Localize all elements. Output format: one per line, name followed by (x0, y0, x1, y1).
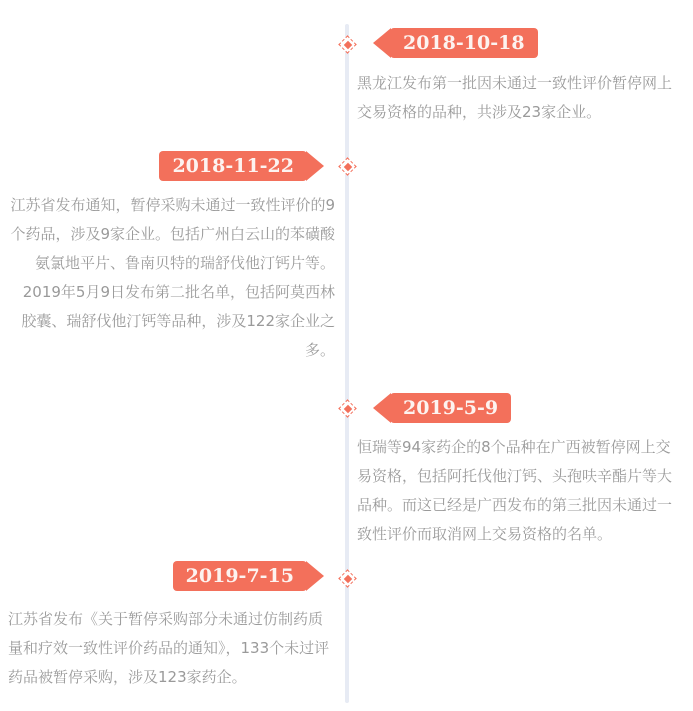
event-date-badge: 2019-7-15 (173, 561, 307, 591)
timeline-axis-line (345, 24, 349, 703)
event-marker-diamond-icon (339, 158, 355, 174)
event-description: 江苏省发布通知，暂停采购未通过一致性评价的9个药品，涉及9家企业。包括广州白云山的苯磺酸氨氯地平片、鲁南贝特的瑞舒伐他汀钙片等。2019年5月9日发布第二批名单，包括阿莫西林胶囊、瑞舒伐他汀钙等品种，涉及122家企业之多。 (10, 196, 335, 359)
event-description: 江苏省发布《关于暂停采购部分未通过仿制药质量和疗效一致性评价药品的通知》，133个未过评药品被暂停采购，涉及123家药企。 (8, 610, 330, 686)
event-date-badge: 2019-5-9 (390, 393, 511, 423)
event-description: 黑龙江发布第一批因未通过一致性评价暂停网上交易资格的品种，共涉及23家企业。 (357, 74, 673, 121)
event-description: 恒瑞等94家药企的8个品种在广西被暂停网上交易资格，包括阿托伐他汀钙、头孢呋辛酯片等大品种。而这已经是广西发布的第三批因未通过一致性评价而取消网上交易资格的名单。 (357, 438, 673, 543)
event-date-badge: 2018-10-18 (390, 28, 538, 58)
event-marker-diamond-icon (339, 36, 355, 52)
event-marker-diamond-icon (339, 570, 355, 586)
event-date-badge: 2018-11-22 (159, 151, 307, 181)
event-marker-diamond-icon (339, 400, 355, 416)
